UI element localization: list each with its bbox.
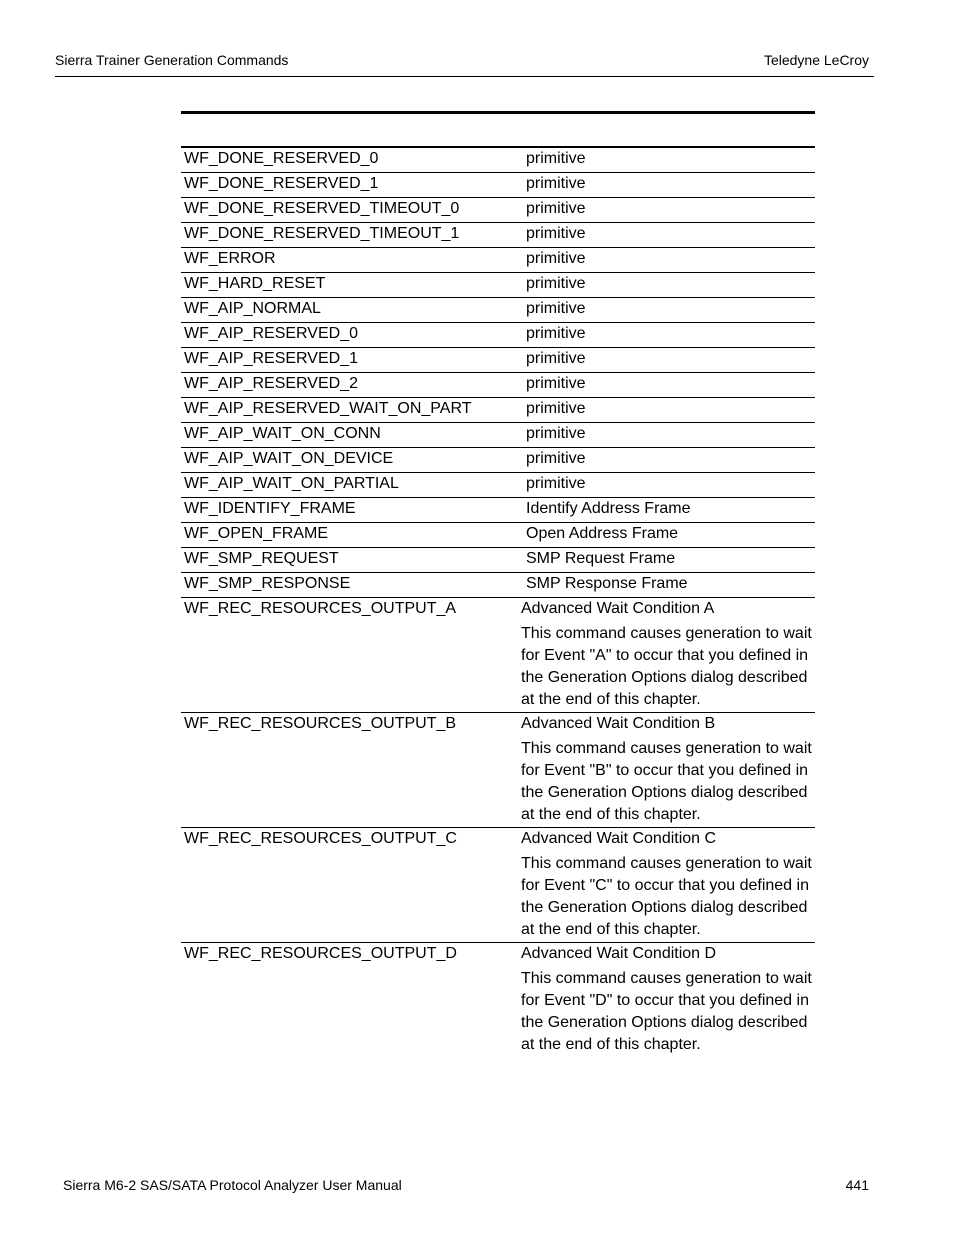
description-cell: primitive: [521, 323, 815, 348]
description-cell: primitive: [521, 147, 815, 173]
description-cell: [521, 598, 815, 713]
description-title: Advanced Wait Condition C: [521, 830, 717, 847]
command-cell: WF_HARD_RESET: [181, 273, 521, 298]
command-cell: WF_REC_RESOURCES_OUTPUT_D: [184, 945, 457, 962]
table-row: [181, 448, 815, 473]
page-header: [55, 52, 874, 77]
description-cell: SMP Request Frame: [521, 548, 815, 573]
command-cell: WF_SMP_REQUEST: [181, 548, 521, 573]
header-company: Teledyne LeCroy: [763, 52, 869, 68]
description-cell: primitive: [521, 173, 815, 198]
command-table: [181, 146, 815, 1057]
table-row: [181, 348, 815, 373]
description-cell: [521, 828, 815, 943]
description-body: This command causes generation to wait for Event "A" to occur that you defined in the Generation Options dialog described at the end of this chapter.: [521, 625, 812, 708]
table-row: [181, 523, 815, 548]
table-row: [181, 423, 815, 448]
page-number: 441: [845, 1177, 869, 1193]
command-cell: WF_AIP_WAIT_ON_CONN: [181, 423, 521, 448]
command-cell: WF_AIP_RESERVED_2: [181, 373, 521, 398]
table-row: [181, 498, 815, 523]
description-cell: primitive: [521, 198, 815, 223]
table-row: [181, 323, 815, 348]
table-row: [181, 398, 815, 423]
description-cell: [521, 713, 815, 828]
description-cell: primitive: [521, 423, 815, 448]
table-row: [181, 713, 815, 828]
description-title: Advanced Wait Condition A: [521, 600, 715, 617]
table-row: [181, 223, 815, 248]
command-cell: WF_DONE_RESERVED_TIMEOUT_0: [181, 198, 521, 223]
command-cell: WF_SMP_RESPONSE: [181, 573, 521, 598]
table-row: [181, 173, 815, 198]
table-row: [181, 298, 815, 323]
table-row: [181, 248, 815, 273]
description-cell: SMP Response Frame: [521, 573, 815, 598]
command-cell: WF_ERROR: [181, 248, 521, 273]
command-cell: WF_AIP_RESERVED_WAIT_ON_PART: [181, 398, 521, 423]
table-row: [181, 473, 815, 498]
table-row: [181, 828, 815, 943]
description-cell: primitive: [521, 398, 815, 423]
description-body: This command causes generation to wait for Event "B" to occur that you defined in the Generation Options dialog described at the end of this chapter.: [521, 740, 812, 823]
table-row: [181, 943, 815, 1058]
description-title: Advanced Wait Condition B: [521, 715, 716, 732]
command-cell: WF_AIP_RESERVED_0: [181, 323, 521, 348]
description-cell: primitive: [521, 373, 815, 398]
command-cell: WF_IDENTIFY_FRAME: [181, 498, 521, 523]
table-top-rule: [181, 111, 815, 114]
description-cell: primitive: [521, 223, 815, 248]
description-body: This command causes generation to wait for Event "C" to occur that you defined in the Generation Options dialog described at the end of this chapter.: [521, 855, 812, 938]
description-title: Advanced Wait Condition D: [521, 945, 717, 962]
table-row: [181, 373, 815, 398]
description-cell: primitive: [521, 348, 815, 373]
command-cell: WF_AIP_RESERVED_1: [181, 348, 521, 373]
command-cell: WF_DONE_RESERVED_TIMEOUT_1: [181, 223, 521, 248]
command-cell: WF_DONE_RESERVED_0: [181, 147, 521, 173]
command-cell: WF_AIP_WAIT_ON_PARTIAL: [181, 473, 521, 498]
table-row: [181, 273, 815, 298]
command-cell: WF_AIP_WAIT_ON_DEVICE: [181, 448, 521, 473]
description-cell: primitive: [521, 448, 815, 473]
description-cell: primitive: [521, 248, 815, 273]
table-row: [181, 198, 815, 223]
table-row: [181, 573, 815, 598]
command-cell: WF_REC_RESOURCES_OUTPUT_A: [181, 598, 521, 713]
footer-manual-title: Sierra M6-2 SAS/SATA Protocol Analyzer User Manual: [63, 1177, 402, 1193]
command-cell: WF_REC_RESOURCES_OUTPUT_C: [181, 828, 521, 943]
header-section-title: Sierra Trainer Generation Commands: [55, 52, 289, 68]
description-cell: primitive: [521, 273, 815, 298]
description-cell: Identify Address Frame: [521, 498, 815, 523]
description-cell: primitive: [521, 298, 815, 323]
command-cell: WF_AIP_NORMAL: [181, 298, 521, 323]
description-cell: Open Address Frame: [521, 523, 815, 548]
table-row: [181, 147, 815, 173]
description-cell: primitive: [521, 473, 815, 498]
command-cell: WF_REC_RESOURCES_OUTPUT_B: [181, 713, 521, 828]
description-cell: [521, 943, 815, 1058]
command-cell: WF_DONE_RESERVED_1: [181, 173, 521, 198]
command-cell: WF_OPEN_FRAME: [181, 523, 521, 548]
description-body: This command causes generation to wait for Event "D" to occur that you defined in the Generation Options dialog described at the end of this chapter.: [521, 970, 812, 1053]
table-row: [181, 598, 815, 713]
table-row: [181, 548, 815, 573]
